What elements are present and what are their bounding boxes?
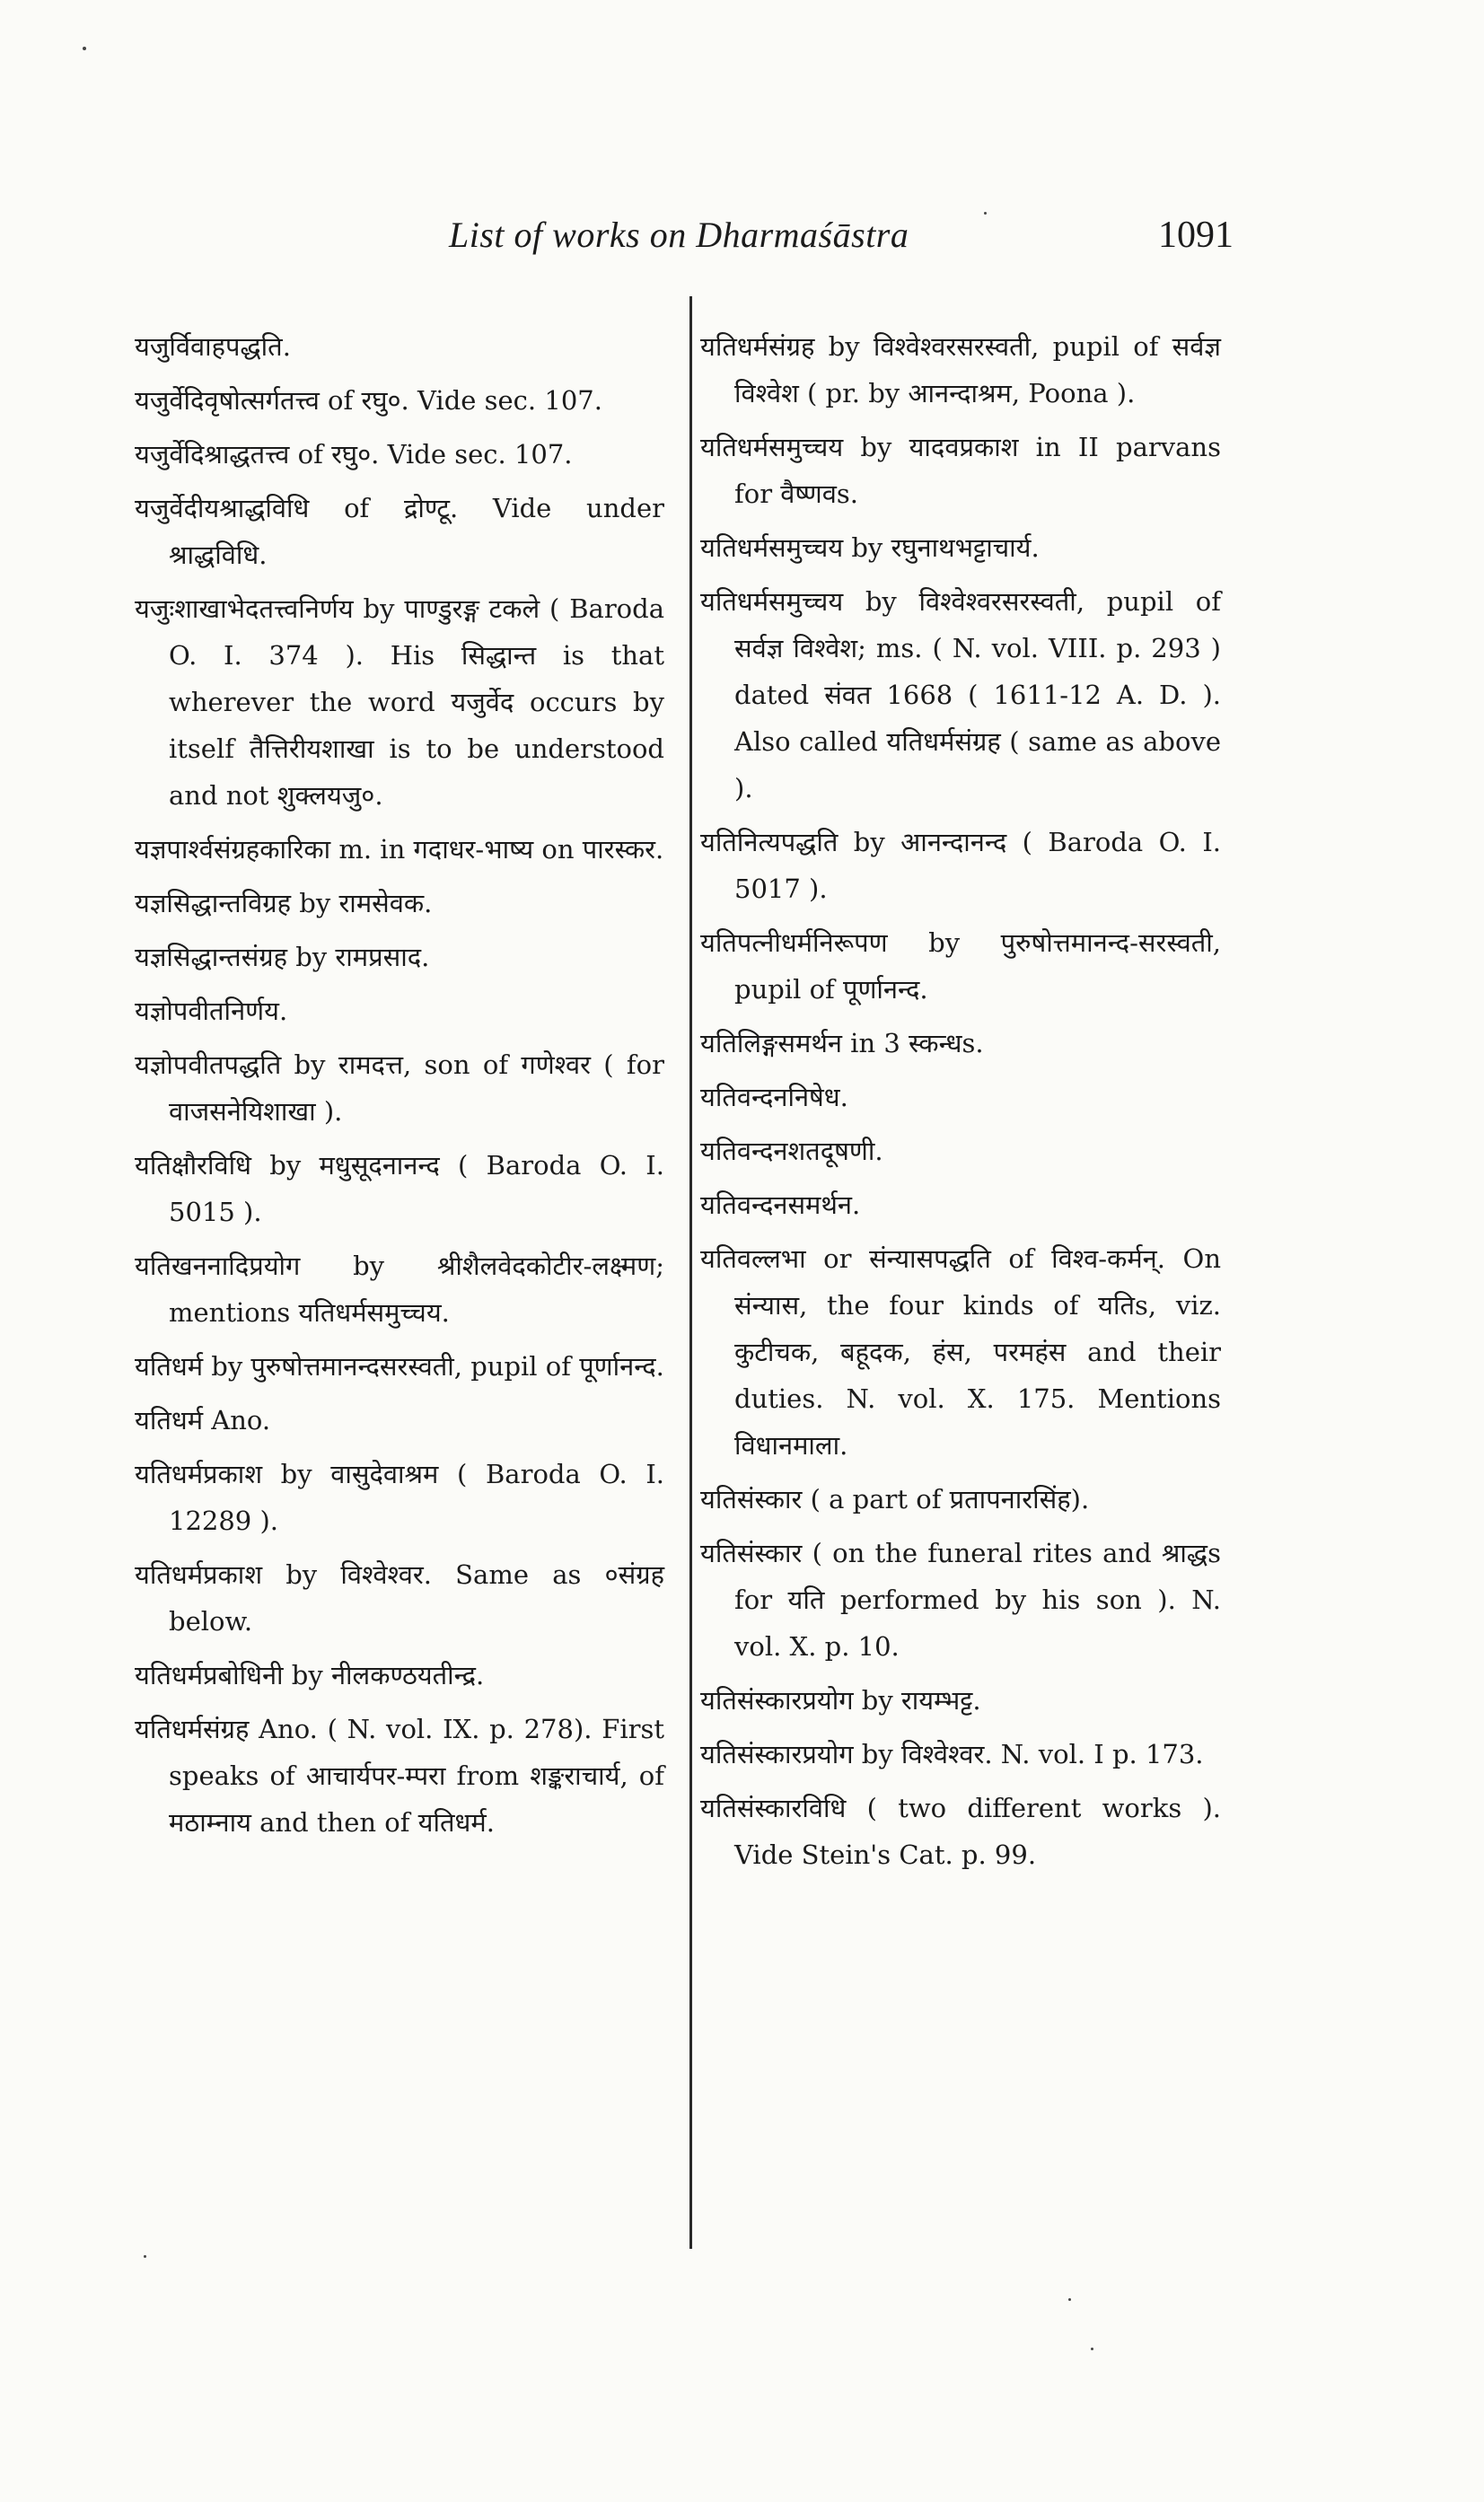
entry: यतिधर्मप्रबोधिनी by नीलकण्ठयतीन्द्र.	[135, 1660, 485, 1690]
entry: यतिपत्नीधर्मनिरूपण by पुरुषोत्तमानन्द-सरस्वती, pupil of पूर्णानन्द.	[700, 927, 1221, 1005]
column-divider	[689, 296, 692, 2249]
ink-speck	[1091, 2348, 1093, 2350]
entry: यजुःशाखाभेदतत्त्वनिर्णय by पाण्डुरङ्ग टकले ( Baroda O. I. 374 ). His सिद्धान्त is that wherever the word यजुर्वेद occurs by itself तैत्तिरीयशाखा is to be understood and not शुक्लयजु०.	[135, 593, 664, 811]
entry: यतिधर्मसमुच्चय by यादवप्रकाश in II parvans for वैष्णवs.	[700, 432, 1221, 509]
entry: यतिखननादिप्रयोग by श्रीशैलवेदकोटीर-लक्ष्मण; mentions यतिधर्मसमुच्चय.	[135, 1251, 664, 1328]
entry: यजुर्वेदिवृषोत्सर्गतत्त्व of रघु०. Vide sec. 107.	[135, 385, 602, 416]
ink-speck	[984, 212, 987, 215]
left-column	[135, 323, 664, 1846]
entry: यतिवन्दननिषेध.	[700, 1082, 848, 1112]
entry: यतिसंस्कार ( on the funeral rites and श्राद्धs for यति performed by his son ). N. vol. X. p. 10.	[700, 1538, 1221, 1662]
entry: यतिवन्दनशतदूषणी.	[700, 1136, 883, 1166]
entry: यतिसंस्कारप्रयोग by रायम्भट्ट.	[700, 1685, 981, 1716]
entry: यज्ञपार्श्वसंग्रहकारिका m. in गदाधर-भाष्य on पारस्कर.	[135, 834, 664, 865]
entry: यतिवल्लभा or संन्यासपद्धति of विश्व-कर्मन्. On संन्यास, the four kinds of यतिs, viz. कुटीचक, बहूदक, हंस, परमहंस and their duties. N. vol. X. 175. Mentions विधानमाला.	[700, 1243, 1221, 1461]
ink-speck	[83, 47, 86, 50]
entry: यतिधर्मसमुच्चय by रघुनाथभट्टाचार्य.	[700, 532, 1040, 563]
right-column	[700, 323, 1221, 1878]
entry: यतिधर्मसंग्रह by विश्वेश्वरसरस्वती, pupil of सर्वज्ञ विश्वेश ( pr. by आनन्दाश्रम, Poona ).	[700, 331, 1221, 408]
entry: यजुर्वेदिश्राद्धतत्त्व of रघु०. Vide sec. 107.	[135, 439, 573, 470]
entry: यज्ञसिद्धान्तसंग्रह by रामप्रसाद.	[135, 942, 430, 972]
ink-speck	[1068, 2298, 1071, 2301]
entry: यतिधर्मसमुच्चय by विश्वेश्वरसरस्वती, pupil of सर्वज्ञ विश्वेश; ms. ( N. vol. VIII. p. 293 ) dated संवत 1668 ( 1611-12 A. D. ). Also called यतिधर्मसंग्रह ( same as above ).	[700, 586, 1221, 803]
entry: यतिधर्मप्रकाश by विश्वेश्वर. Same as ०संग्रह below.	[135, 1559, 664, 1637]
entry: यतिधर्मसंग्रह Ano. ( N. vol. IX. p. 278). First speaks of आचार्यपर-म्परा from शङ्कराचार्य, of मठाम्नाय and then of यतिधर्म.	[135, 1714, 664, 1838]
entry: यतिधर्म by पुरुषोत्तमानन्दसरस्वती, pupil of पूर्णानन्द.	[135, 1351, 664, 1382]
entry: यजुर्विवाहपद्धति.	[135, 331, 291, 362]
entry: यजुर्वेदीयश्राद्धविधि of द्रोण्टू. Vide under श्राद्धविधि.	[135, 493, 664, 570]
running-title: List of works on Dharmaśāstra	[449, 215, 909, 255]
page-number: 1091	[1158, 215, 1234, 256]
entry: यज्ञसिद्धान्तविग्रह by रामसेवक.	[135, 888, 433, 918]
entry: यतिवन्दनसमर्थन.	[700, 1190, 861, 1220]
entry: यतिक्षौरविधि by मधुसूदनानन्द ( Baroda O. I. 5015 ).	[135, 1150, 664, 1227]
entry: यतिसंस्कारविधि ( two different works ). Vide Stein's Cat. p. 99.	[700, 1793, 1221, 1870]
entry: यतिसंस्कारप्रयोग by विश्वेश्वर. N. vol. I p. 173.	[700, 1739, 1204, 1769]
entry: यज्ञोपवीतनिर्णय.	[135, 996, 288, 1026]
entry: यतिसंस्कार ( a part of प्रतापनारसिंह).	[700, 1484, 1090, 1514]
page-header	[0, 214, 1484, 268]
entry: यतिलिङ्गसमर्थन in 3 स्कन्धs.	[700, 1028, 984, 1058]
entry: यतिधर्म Ano.	[135, 1405, 271, 1435]
entry: यज्ञोपवीतपद्धति by रामदत्त, son of गणेश्वर ( for वाजसनेयिशाखा ).	[135, 1049, 664, 1127]
ink-speck	[144, 2255, 146, 2258]
entry: यतिनित्यपद्धति by आनन्दानन्द ( Baroda O. I. 5017 ).	[700, 827, 1221, 904]
entry: यतिधर्मप्रकाश by वासुदेवाश्रम ( Baroda O. I. 12289 ).	[135, 1459, 664, 1536]
